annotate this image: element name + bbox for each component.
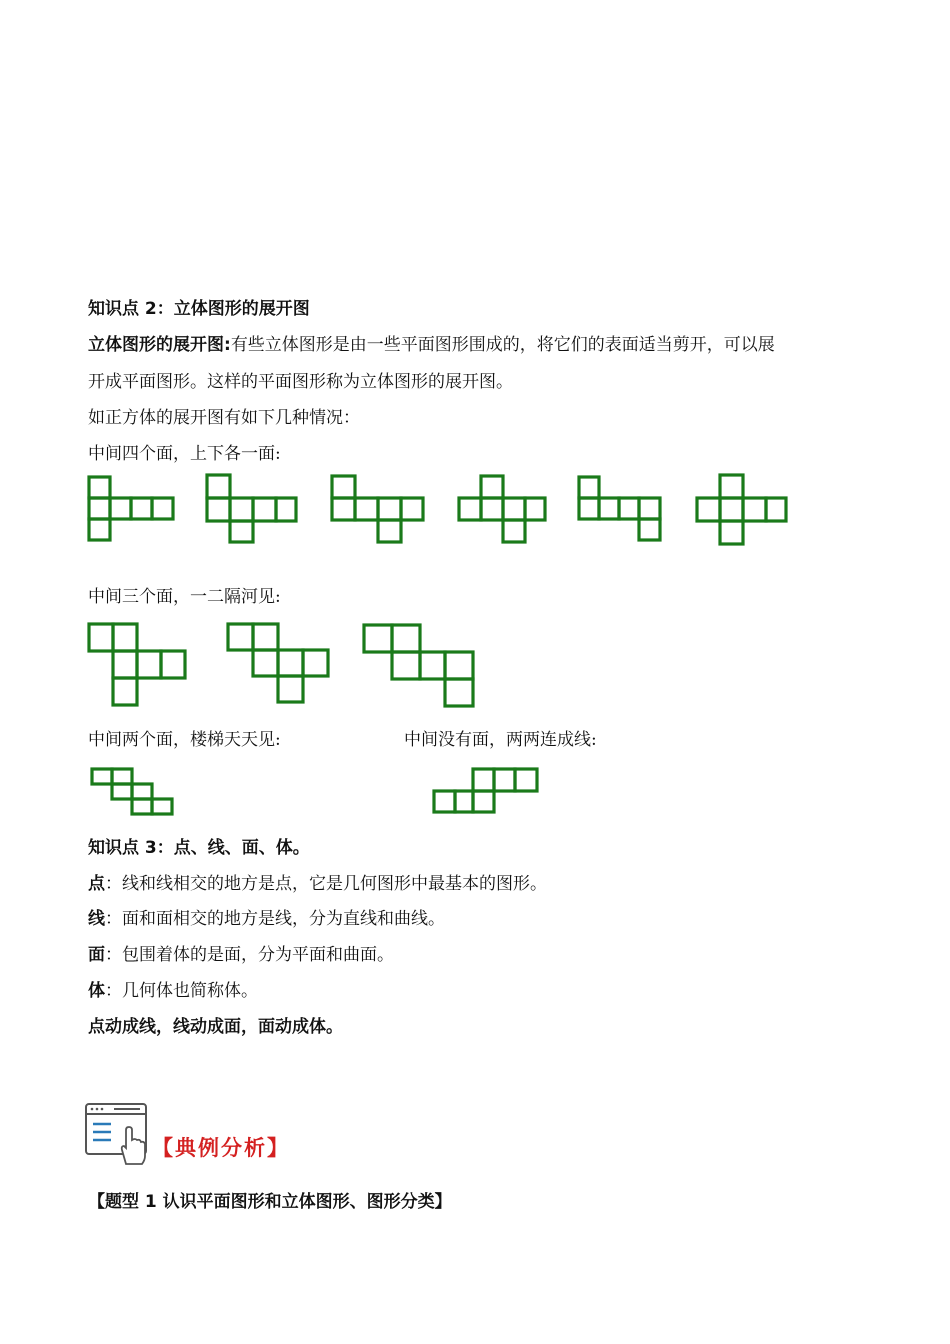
cube-net-1 bbox=[86, 474, 176, 546]
case1-label: 中间四个面，上下各一面: bbox=[88, 444, 281, 464]
kp2-def-text: 有些立体图形是由一些平面图形围成的，将它们的表面适当剪开，可以展 bbox=[230, 335, 775, 355]
kp3-item-line bbox=[88, 908, 445, 930]
kp2-title: 知识点 2：立体图形的展开图 bbox=[88, 299, 310, 319]
cube-net-2 bbox=[204, 472, 300, 546]
kp3-text: ：几何体也简称体。 bbox=[105, 981, 258, 1001]
cube-net-10 bbox=[89, 766, 177, 818]
case3-label: 中间两个面，楼梯天天见: bbox=[88, 730, 281, 750]
case4-label: 中间没有面，两两连成线: bbox=[404, 730, 597, 750]
cube-net-8 bbox=[225, 621, 333, 707]
kp3-item-solid bbox=[88, 980, 258, 1002]
kp3-term: 线 bbox=[88, 909, 105, 929]
kp3-term: 点 bbox=[88, 874, 105, 894]
cube-net-3 bbox=[329, 473, 427, 545]
kp3-summary: 点动成线，线动成面，面动成体。 bbox=[88, 1017, 343, 1037]
kp3-title: 知识点 3：点、线、面、体。 bbox=[88, 838, 310, 858]
banner-label: 【典例分析】 bbox=[152, 1135, 290, 1160]
cube-net-7 bbox=[86, 621, 190, 709]
kp2-def-term: 立体图形的展开图: bbox=[88, 335, 231, 355]
cube-net-4 bbox=[456, 473, 548, 545]
kp3-term: 面 bbox=[88, 945, 105, 965]
cube-net-5 bbox=[576, 474, 664, 544]
kp2-definition bbox=[88, 334, 775, 356]
kp2-intro: 如正方体的展开图有如下几种情况： bbox=[88, 408, 360, 428]
cube-net-9 bbox=[361, 622, 479, 710]
kp3-text: ：面和面相交的地方是线，分为直线和曲线。 bbox=[105, 909, 445, 929]
kp3-text: ：包围着体的是面，分为平面和曲面。 bbox=[105, 945, 394, 965]
kp3-item-surface bbox=[88, 944, 394, 966]
cube-net-6 bbox=[694, 472, 790, 548]
cube-net-11 bbox=[431, 766, 543, 816]
kp3-item-point bbox=[88, 873, 547, 895]
kp3-text: ：线和线相交的地方是点，它是几何图形中最基本的图形。 bbox=[105, 874, 547, 894]
kp3-term: 体 bbox=[88, 981, 105, 1001]
question-type-heading: 【题型 1 认识平面图形和立体图形、图形分类】 bbox=[88, 1192, 452, 1212]
kp2-definition-cont: 开成平面图形。这样的平面图形称为立体图形的展开图。 bbox=[88, 372, 513, 392]
case2-label: 中间三个面，一二隔河见: bbox=[88, 587, 281, 607]
